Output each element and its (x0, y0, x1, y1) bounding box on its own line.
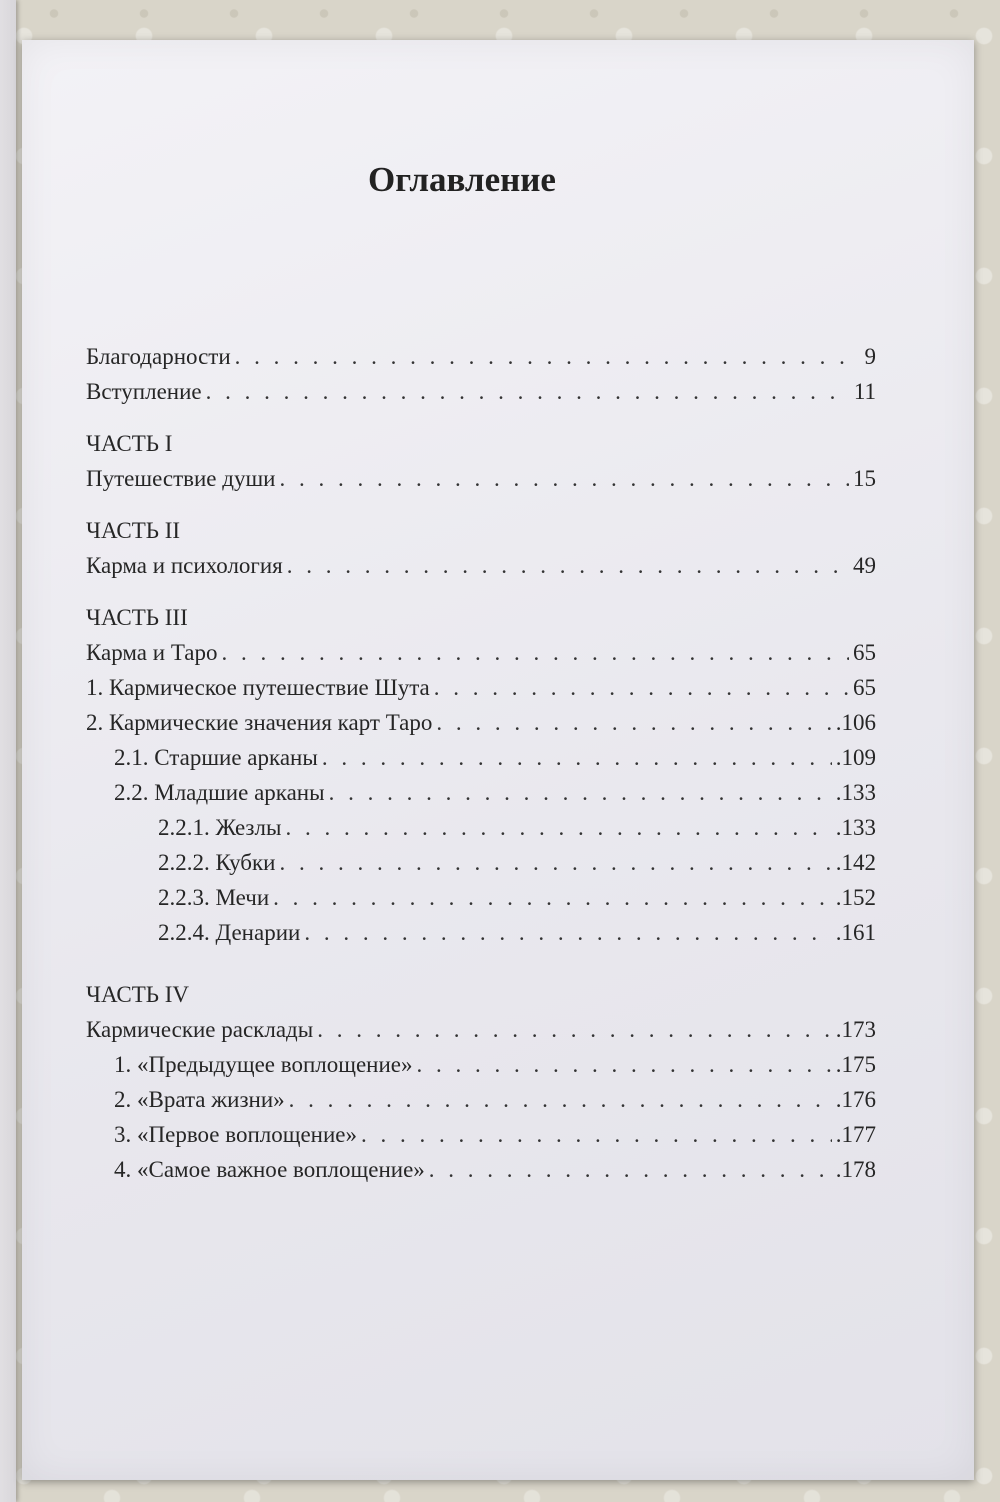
toc-entry (86, 370, 876, 405)
book-page (22, 40, 974, 1480)
toc-entry-title: 2.2.3. Мечи (158, 885, 270, 910)
dot-leader (206, 379, 850, 405)
dot-leader (317, 1017, 832, 1043)
toc-entry (86, 876, 876, 911)
toc-entry-page: 65 (853, 675, 876, 700)
dot-leader (304, 920, 831, 946)
toc-entry-page: 11 (853, 379, 876, 404)
dot-leader (329, 780, 832, 806)
toc-entry-page: .173 (835, 1017, 876, 1042)
toc-entry-page: .177 (835, 1122, 876, 1147)
toc-entry-title: 1. Кармическое путешествие Шута (86, 675, 430, 700)
toc-entry-page: 15 (853, 466, 876, 491)
toc-entry-title: Карма и Таро (86, 640, 218, 665)
page-title: Оглавление (368, 160, 556, 199)
toc-entry-page: .109 (835, 745, 876, 770)
dot-leader (280, 850, 832, 876)
toc-entry-page: .175 (835, 1052, 876, 1077)
part-heading: ЧАСТЬ III (86, 605, 188, 630)
dot-leader (416, 1052, 831, 1078)
toc-entry-title: 2. Кармические значения карт Таро (86, 710, 433, 735)
toc-entry-page: .106 (835, 710, 876, 735)
toc-entry-page: .133 (835, 815, 876, 840)
dot-leader (279, 466, 849, 492)
toc-entry (86, 911, 876, 946)
dot-leader (235, 344, 852, 370)
toc-entry-page: .142 (835, 850, 876, 875)
toc-entry-title: 2.2. Младшие арканы (114, 780, 325, 805)
dot-leader (434, 675, 849, 701)
toc-entry (86, 1008, 876, 1043)
toc-entry-page: 65 (853, 640, 876, 665)
toc-entry-title: 2. «Врата жизни» (114, 1087, 285, 1112)
toc-entry (86, 806, 876, 841)
dot-leader (273, 885, 832, 911)
toc-entry-title: 3. «Первое воплощение» (114, 1122, 357, 1147)
toc-entry-title: 2.2.2. Кубки (158, 850, 276, 875)
toc-entry-page: .176 (835, 1087, 876, 1112)
toc-entry-title: 2.2.1. Жезлы (158, 815, 282, 840)
previous-page-edge (0, 0, 16, 1502)
toc-entry-title: Благодарности (86, 344, 231, 369)
table-of-contents (86, 335, 876, 1183)
toc-entry (86, 1113, 876, 1148)
toc-entry (86, 544, 876, 579)
toc-entry-title: 2.2.4. Денарии (158, 920, 301, 945)
dot-leader (361, 1122, 832, 1148)
toc-entry-page: .161 (835, 920, 876, 945)
toc-entry-title: Кармические расклады (86, 1017, 314, 1042)
toc-entry-page: .178 (835, 1157, 876, 1182)
dot-leader (429, 1157, 832, 1183)
toc-entry (86, 666, 876, 701)
toc-entry (86, 335, 876, 370)
toc-entry-page: 49 (853, 553, 876, 578)
dot-leader (287, 553, 849, 579)
dot-leader (289, 1087, 832, 1113)
toc-entry (86, 1078, 876, 1113)
toc-entry-title: Карма и психология (86, 553, 283, 578)
dot-leader (322, 745, 832, 771)
part-heading: ЧАСТЬ II (86, 518, 181, 543)
toc-entry-title: Путешествие души (86, 466, 276, 491)
toc-entry-title: 1. «Предыдущее воплощение» (114, 1052, 413, 1077)
toc-entry-page: .152 (835, 885, 876, 910)
toc-entry (86, 736, 876, 771)
toc-entry-page: 9 (864, 344, 876, 369)
toc-entry-title: Вступление (86, 379, 202, 404)
toc-entry (86, 771, 876, 806)
dot-leader (436, 710, 831, 736)
toc-entry (86, 631, 876, 666)
toc-entry (86, 841, 876, 876)
dot-leader (222, 640, 850, 666)
toc-entry-title: 4. «Самое важное воплощение» (114, 1157, 425, 1182)
part-heading: ЧАСТЬ I (86, 431, 173, 456)
toc-entry (86, 701, 876, 736)
toc-entry-page: .133 (835, 780, 876, 805)
dot-leader (285, 815, 831, 841)
toc-entry (86, 457, 876, 492)
toc-entry (86, 1043, 876, 1078)
toc-entry (86, 1148, 876, 1183)
part-heading: ЧАСТЬ IV (86, 982, 190, 1007)
toc-entry-title: 2.1. Старшие арканы (114, 745, 318, 770)
